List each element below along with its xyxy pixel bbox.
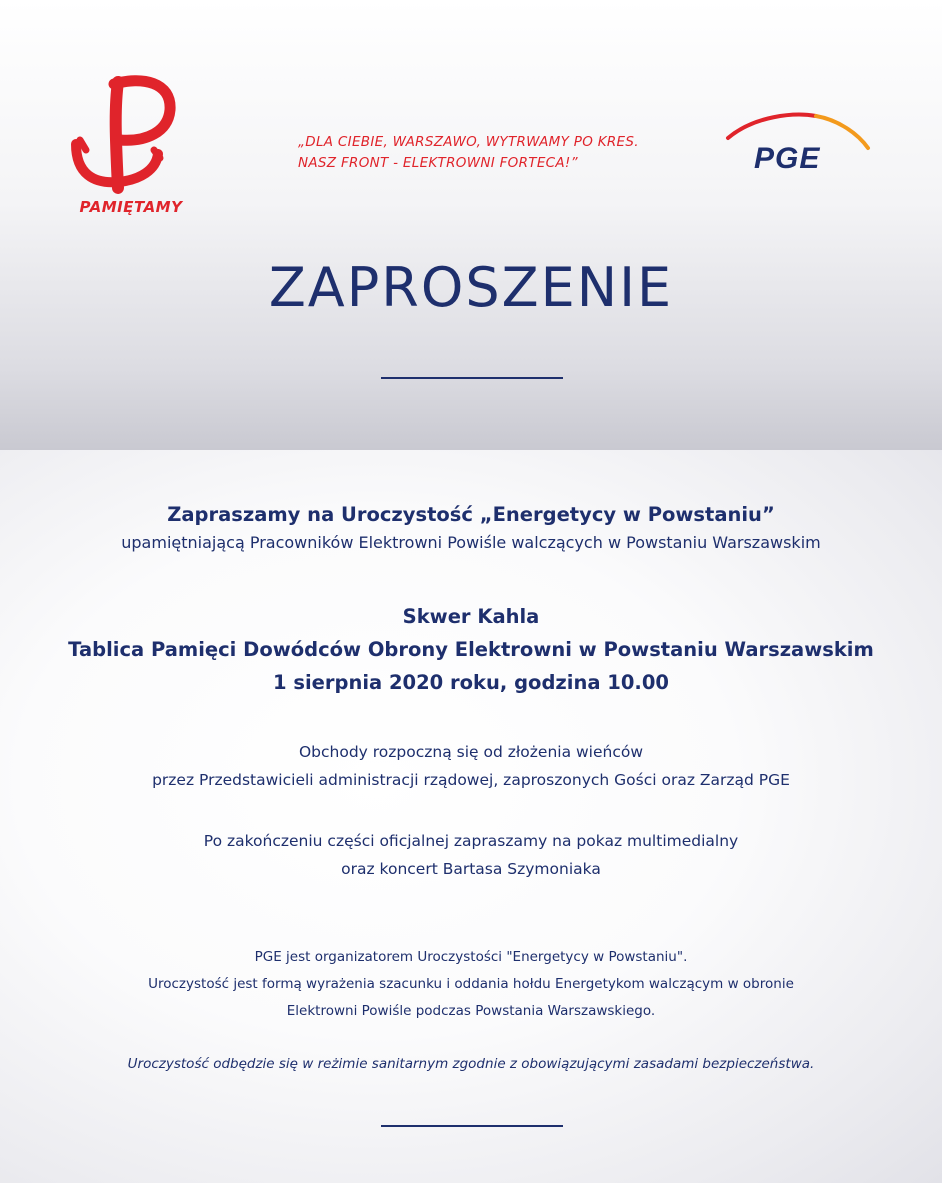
- organizer-line-3: Elektrowni Powiśle podczas Powstania Warszawskiego.: [286, 1003, 656, 1019]
- kotwica-logo: [62, 70, 192, 225]
- program-paragraph-2: [0, 827, 942, 883]
- pamietamy-label: PAMIĘTAMY: [79, 198, 183, 216]
- slogan-line-1: „DLA CIEBIE, WARSZAWO, WYTRWAMY PO KRES.: [298, 134, 639, 150]
- organizer-line-2: Uroczystość jest formą wyrażenia szacunku i oddania hołdu Energetykom walczącym w obronie: [148, 976, 794, 992]
- invitation-subline: upamiętniającą Pracowników Elektrowni Powiśle walczących w Powstaniu Warszawskim: [121, 533, 821, 552]
- location-plaque: Tablica Pamięci Dowódców Obrony Elektrowni w Powstaniu Warszawskim: [68, 638, 874, 661]
- bottom-divider: [381, 1125, 563, 1127]
- location-block: [0, 600, 942, 699]
- organizer-line-1: PGE jest organizatorem Uroczystości "Energetycy w Powstaniu".: [254, 949, 688, 965]
- program-p1-line-2: przez Przedstawicieli administracji rządowej, zaproszonych Gości oraz Zarząd PGE: [152, 771, 790, 789]
- slogan-line-2: NASZ FRONT - ELEKTROWNI FORTECA!”: [298, 155, 578, 171]
- program-p2-line-2: oraz koncert Bartasa Szymoniaka: [341, 860, 601, 878]
- sanitary-note: Uroczystość odbędzie się w reżimie sanitarnym zgodnie z obowiązującymi zasadami bezpieczeństwa.: [127, 1056, 815, 1072]
- invitation-block: [0, 500, 942, 556]
- program-p1-line-1: Obchody rozpoczną się od złożenia wieńców: [298, 743, 644, 761]
- program-p2-line-1: Po zakończeniu części oficjalnej zapraszamy na pokaz multimedialny: [203, 832, 739, 850]
- slogan: [298, 132, 678, 174]
- title-divider: [381, 377, 563, 379]
- sanitary-note-block: [0, 1053, 942, 1075]
- location-place: Skwer Kahla: [402, 605, 540, 628]
- pge-wordmark: PGE: [754, 142, 821, 175]
- invitation-headline: Zapraszamy na Uroczystość „Energetycy w Powstaniu”: [167, 503, 775, 526]
- program-paragraph-1: [0, 738, 942, 794]
- pge-logo: [724, 112, 874, 182]
- event-date-time: 1 sierpnia 2020 roku, godzina 10.00: [273, 671, 669, 694]
- organizer-note: [0, 944, 942, 1025]
- page-title: ZAPROSZENIE: [268, 256, 674, 319]
- header-background: [0, 0, 942, 450]
